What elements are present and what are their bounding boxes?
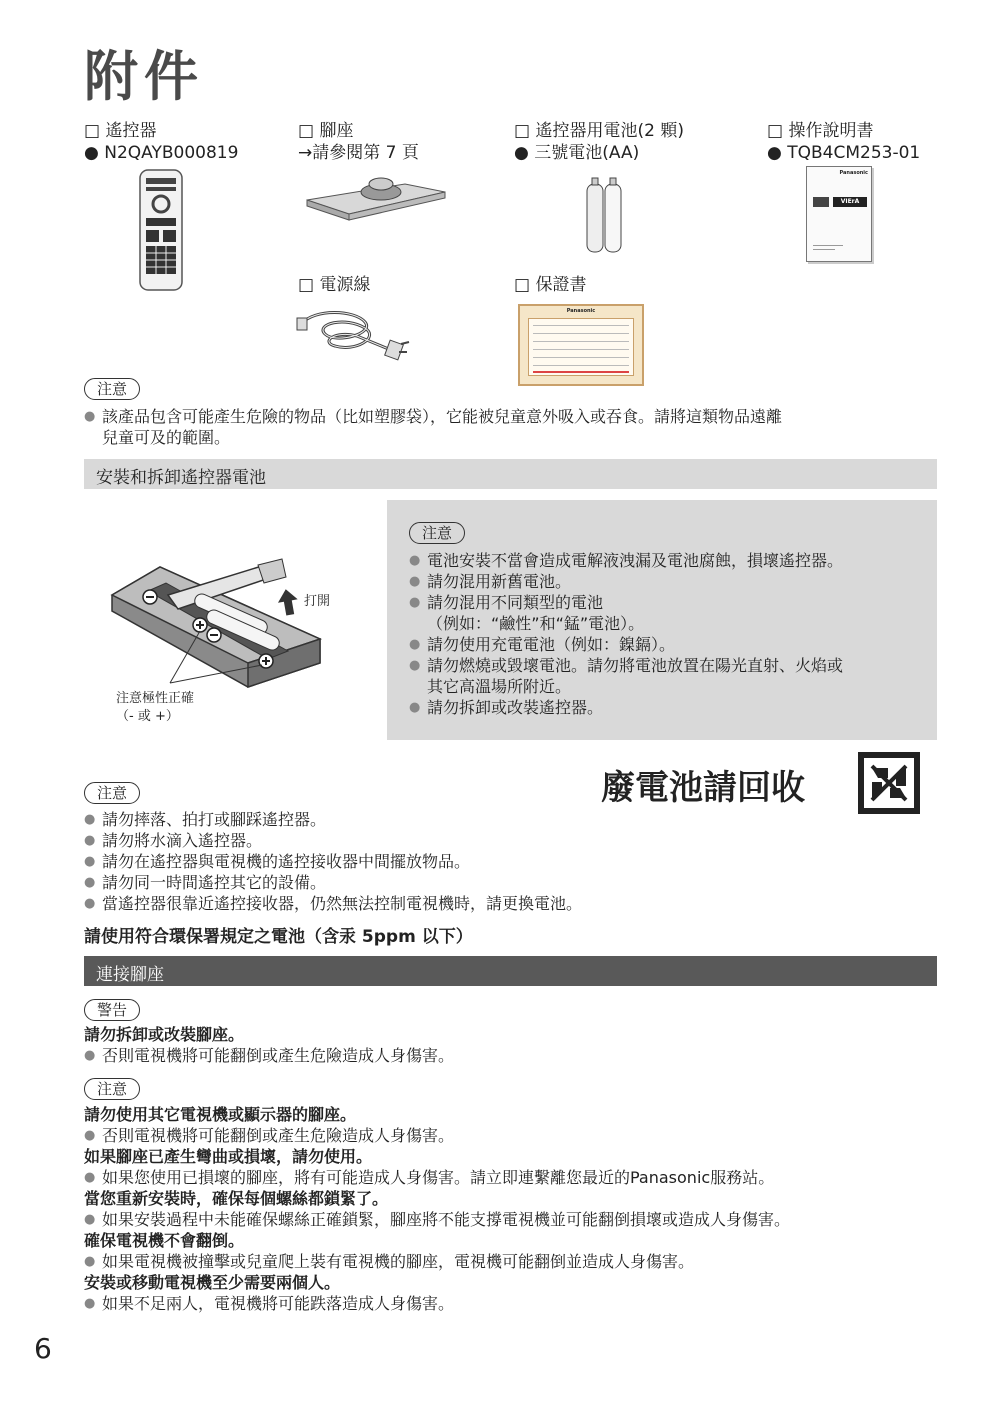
warranty-image bbox=[518, 304, 644, 386]
section-header-battery: 安裝和拆卸遙控器電池 bbox=[84, 459, 937, 489]
accessory-stand bbox=[298, 120, 419, 164]
caution-label: 注意 bbox=[84, 782, 140, 804]
accessory-name: □ 腳座 bbox=[298, 121, 354, 141]
list-item: ● 請勿摔落、拍打或腳踩遙控器。 bbox=[84, 809, 582, 830]
battery-caution-list bbox=[409, 550, 843, 718]
accessory-power-cord bbox=[298, 274, 370, 296]
accessory-warranty bbox=[514, 274, 586, 296]
form-line bbox=[533, 349, 629, 350]
accessory-detail: ● 三號電池(AA) bbox=[514, 143, 640, 163]
list-item: ● 請勿混用不同類型的電池 bbox=[409, 592, 843, 613]
accessory-name: □ 操作說明書 bbox=[767, 121, 874, 141]
accessory-name: □ 遙控器用電池(2 顆) bbox=[514, 121, 684, 141]
caution-list bbox=[84, 406, 782, 448]
form-line bbox=[533, 341, 629, 342]
list-item: ● 如果您使用已損壞的腳座，將有可能造成人身傷害。請立即連繫離您最近的Panasonic服務站。 bbox=[84, 1167, 790, 1188]
power-cord-image bbox=[295, 304, 411, 366]
accessory-batteries bbox=[514, 120, 684, 164]
divider bbox=[813, 249, 835, 250]
caution-list bbox=[84, 809, 582, 914]
polarity-note bbox=[116, 690, 194, 726]
caution-stand-list bbox=[84, 1104, 790, 1314]
remote-control-image bbox=[138, 168, 184, 294]
manual-image bbox=[806, 166, 872, 262]
list-item: ● 請勿將水滴入遙控器。 bbox=[84, 830, 582, 851]
polarity-line: 注意極性正確 bbox=[116, 691, 195, 706]
list-item: ● 請勿同一時間遙控其它的設備。 bbox=[84, 872, 582, 893]
recycle-icon bbox=[858, 752, 920, 814]
manual-brand: Panasonic bbox=[839, 170, 868, 176]
list-item-continued: 其它高溫場所附近。 bbox=[427, 677, 572, 696]
list-item-continued: （例如：“鹼性”和“錳”電池）。 bbox=[427, 614, 645, 633]
section-header-stand: 連接腳座 bbox=[84, 956, 937, 986]
form-line bbox=[533, 365, 629, 366]
warranty-brand: Panasonic bbox=[566, 308, 596, 314]
tv-icon bbox=[813, 197, 829, 207]
form-line bbox=[533, 333, 629, 334]
recycle-text: 廢電池請回收 bbox=[601, 768, 805, 808]
list-item: ● 請勿燃燒或毀壞電池。請勿將電池放置在陽光直射、火焰或 bbox=[409, 655, 843, 676]
list-item: ● 如果不足兩人，電視機將可能跌落造成人身傷害。 bbox=[84, 1293, 790, 1314]
caution-heading: 安裝或移動電視機至少需要兩個人。 bbox=[84, 1273, 341, 1292]
list-item: ● 如果安裝過程中未能確保螺絲正確鎖緊，腳座將不能支撐電視機並可能翻倒損壞或造成人身傷害。 bbox=[84, 1209, 790, 1230]
list-item: ● 請勿拆卸或改裝遙控器。 bbox=[409, 697, 843, 718]
caution-heading: 如果腳座已產生彎曲或損壞，請勿使用。 bbox=[84, 1147, 373, 1166]
accessory-name: □ 保證書 bbox=[514, 275, 587, 295]
list-item: ● 否則電視機將可能翻倒或產生危險造成人身傷害。 bbox=[84, 1045, 454, 1066]
caution-label: 注意 bbox=[84, 378, 140, 400]
accessory-detail: ● TQB4CM253-01 bbox=[767, 143, 921, 163]
page-title: 附件 bbox=[84, 45, 204, 108]
list-item: ● 否則電視機將可能翻倒或產生危險造成人身傷害。 bbox=[84, 1125, 790, 1146]
caution-heading: 請勿使用其它電視機或顯示器的腳座。 bbox=[84, 1105, 357, 1124]
list-item: ● 請勿混用新舊電池。 bbox=[409, 571, 843, 592]
form-line bbox=[533, 357, 629, 358]
caution-label: 注意 bbox=[409, 522, 465, 544]
form-line bbox=[533, 371, 629, 373]
warning-block bbox=[84, 1024, 454, 1066]
divider bbox=[813, 245, 843, 246]
list-item-continued: 兒童可及的範圍。 bbox=[102, 428, 231, 447]
open-label: 打開 bbox=[304, 594, 331, 609]
list-item: ● 當遙控器很靠近遙控接收器，仍然無法控制電視機時，請更換電池。 bbox=[84, 893, 582, 914]
list-item: ● 該產品包含可能產生危險的物品（比如塑膠袋），它能被兒童意外吸入或吞食。請將這類物品遠離 bbox=[84, 406, 782, 427]
stand-image bbox=[305, 170, 447, 224]
warning-label: 警告 bbox=[84, 999, 140, 1021]
accessory-name: □ 遙控器 bbox=[84, 121, 157, 141]
accessory-name: □ 電源線 bbox=[298, 275, 371, 295]
list-item: ● 如果電視機被撞擊或兒童爬上裝有電視機的腳座，電視機可能翻倒並造成人身傷害。 bbox=[84, 1251, 790, 1272]
form-line bbox=[533, 325, 629, 326]
caution-heading: 確保電視機不會翻倒。 bbox=[84, 1231, 245, 1250]
page-number: 6 bbox=[34, 1332, 52, 1365]
accessory-detail: ● N2QAYB000819 bbox=[84, 143, 239, 163]
accessory-remote bbox=[84, 120, 238, 164]
accessory-detail: →請參閱第 7 頁 bbox=[298, 143, 419, 163]
list-item: ● 電池安裝不當會造成電解液洩漏及電池腐蝕，損壞遙控器。 bbox=[409, 550, 843, 571]
accessory-manual bbox=[767, 120, 920, 164]
batteries-image bbox=[584, 176, 626, 256]
env-note: 請使用符合環保署規定之電池（含汞 5ppm 以下） bbox=[84, 927, 473, 947]
caution-label: 注意 bbox=[84, 1078, 140, 1100]
list-item: ● 請勿使用充電電池（例如：鎳鎘）。 bbox=[409, 634, 843, 655]
caution-heading: 當您重新安裝時，確保每個螺絲都鎖緊了。 bbox=[84, 1189, 389, 1208]
warranty-form bbox=[528, 318, 634, 376]
manual-logo: VIErA bbox=[833, 197, 867, 207]
list-item: ● 請勿在遙控器與電視機的遙控接收器中間擺放物品。 bbox=[84, 851, 582, 872]
warning-heading: 請勿拆卸或改裝腳座。 bbox=[84, 1025, 245, 1044]
polarity-line: （- 或 +） bbox=[116, 709, 179, 724]
battery-caution-box bbox=[387, 500, 937, 740]
